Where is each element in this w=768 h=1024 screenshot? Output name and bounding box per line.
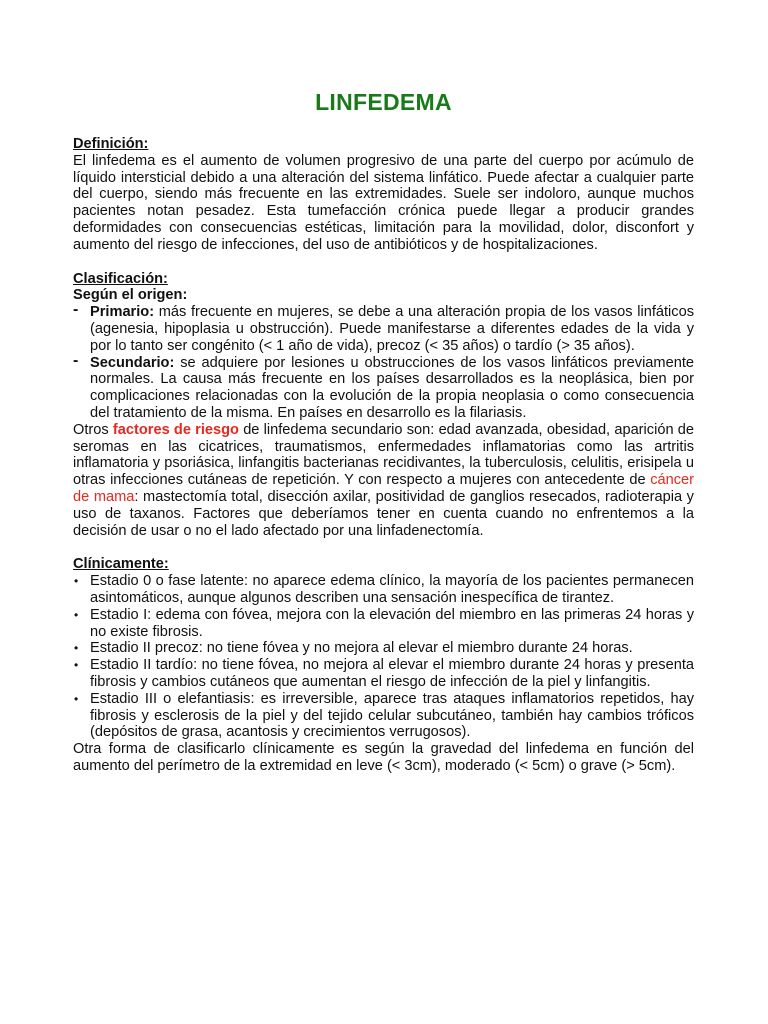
stage-text: Estadio 0 o fase latente: no aparece edema clínico, la mayoría de los pacientes permanecen asintomáticos, aunque algunos describen una sensación inespecífica de tirantez.	[90, 573, 694, 606]
risk-text-post: : mastectomía total, disección axilar, positividad de ganglios resecados, radioterapia y uso de taxanos. Factores que deberíamos tener en cuenta cuando no enfrentemos a la decisión de usar o no el lado afectado por una linfadenectomía.	[73, 488, 694, 539]
bullet-marker: •	[74, 607, 79, 622]
bullet-marker: •	[74, 691, 79, 706]
definition-section	[73, 136, 694, 254]
risk-text-mid: de linfedema secundario son: edad avanzada, obesidad, aparición de seromas en las cicatrices, traumatismos, enfermedades inflamatorias como las artritis inflamatoria y psoriásica, linfangitis bacterianas recidivantes, la tuberculosis, celulitis, erisipela u otras infecciones cutáneas de repetición. Y con respecto a mujeres con antecedente de	[73, 421, 695, 489]
list-item	[73, 657, 694, 691]
stage-text: Estadio III o elefantiasis: es irreversible, aparece tras ataques inflamatorios repetidos, hay fibrosis y esclerosis de la piel y del tejido celular subcutáneo, también hay cambios tróficos (depósitos de grasa, acantosis y crecimientos verrugosos).	[90, 690, 694, 741]
stage-list	[73, 573, 694, 741]
origin-subheading: Según el origen:	[73, 287, 188, 304]
dash-marker: -	[73, 301, 79, 319]
item-text: más frecuente en mujeres, se debe a una alteración propia de los vasos linfáticos (agenesia, hipoplasia u obstrucción). Puede manifestarse a diferentes edades de la vida y por lo tanto ser congénito (< 1 año de vida), precoz (< 35 años) o tardío (> 35 años).	[90, 304, 694, 354]
clinical-heading: Clínicamente:	[73, 556, 169, 573]
bullet-marker: •	[74, 574, 79, 589]
list-item	[73, 573, 694, 607]
item-text: se adquiere por lesiones u obstrucciones de los vasos linfáticos previamente normales. La causa más frecuente en los países desarrollados es la neoplásica, bien por complicaciones relacionadas con la evolución de la propia neoplasia o como consecuencia del tratamiento de la misma. En países en desarrollo es la filariasis.	[90, 354, 694, 421]
list-item-secundario	[73, 351, 694, 422]
item-label: Primario:	[90, 304, 155, 321]
definition-heading: Definición:	[73, 136, 149, 152]
breast-cancer-highlight: cáncer de mama	[73, 472, 694, 505]
clinical-section	[73, 556, 694, 774]
dash-marker: -	[73, 351, 79, 369]
clinical-closing-paragraph: Otra forma de clasificarlo clínicamente es según la gravedad del linfedema en función del aumento del perímetro de la extremidad en leve (< 3cm), moderado (< 5cm) o grave (> 5cm).	[73, 741, 694, 774]
spacer	[73, 254, 694, 271]
risk-factors-highlight: factores de riesgo	[112, 421, 239, 438]
risk-factors-paragraph	[73, 422, 694, 540]
stage-text: Estadio II precoz: no tiene fóvea y no mejora al elevar el miembro durante 24 horas.	[90, 640, 633, 657]
spacer	[73, 539, 694, 556]
classification-heading: Clasificación:	[73, 270, 168, 287]
risk-text-pre: Otros	[73, 421, 113, 438]
item-label: Secundario:	[90, 354, 175, 371]
bullet-marker: •	[74, 658, 79, 673]
list-item-primario	[73, 301, 694, 354]
classification-section	[73, 271, 694, 540]
definition-paragraph: El linfedema es el aumento de volumen progresivo de una parte del cuerpo por acúmulo de líquido intersticial debido a una alteración del sistema linfático. Puede afectar a cualquier parte del cuerpo, siendo más frecuente en las extremidades. Suele ser indoloro, aunque muchos pacientes notan pesadez. Esta tumefacción crónica puede llegar a producir grandes deformidades con consecuencias estéticas, limitación para la movilidad, dolor, disconfort y aumento del riesgo de infecciones, del uso de antibióticos y de hospitalizaciones.	[73, 152, 694, 253]
bullet-marker: •	[74, 641, 79, 656]
document-title: LINFEDEMA	[315, 89, 452, 115]
list-item	[73, 607, 694, 641]
origin-list	[73, 301, 694, 422]
list-item	[73, 640, 694, 657]
list-item	[73, 691, 694, 741]
stage-text: Estadio II tardío: no tiene fóvea, no mejora al elevar el miembro durante 24 horas y presenta fibrosis y cambios cutáneos que aumentan el riesgo de infección de la piel y linfangitis.	[90, 657, 694, 690]
stage-text: Estadio I: edema con fóvea, mejora con la elevación del miembro en las primeras 24 horas y no existe fibrosis.	[90, 606, 694, 640]
